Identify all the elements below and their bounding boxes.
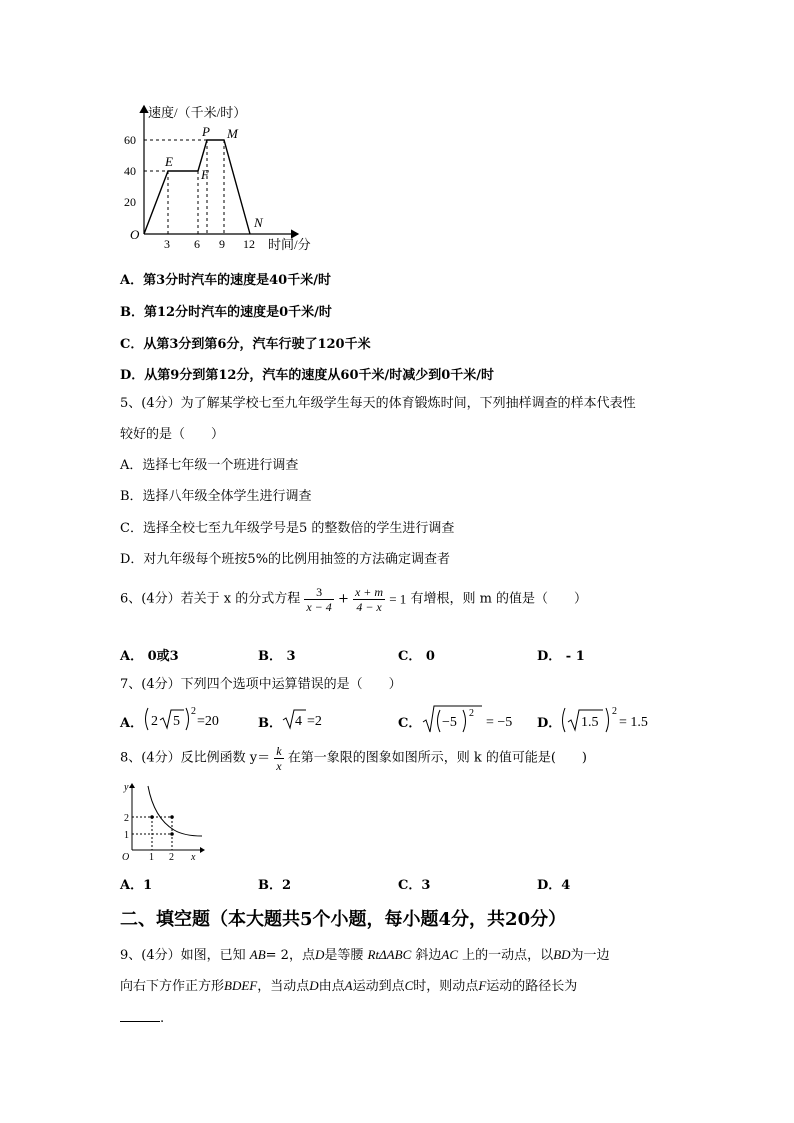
- x-tick-12: 12: [243, 237, 255, 251]
- q9-line1: 9、(4分）如图，已知 AB= 2，点D是等腰 RtΔABC 斜边AC 上的一动点，以BD为一边: [120, 947, 610, 963]
- q5-stem-line2: 较好的是（ ）: [120, 427, 225, 442]
- svg-text:2: 2: [191, 706, 196, 717]
- q7-option-a-label: A．: [120, 716, 144, 731]
- q7-option-c-label: C．: [398, 716, 422, 731]
- x-tick-9: 9: [219, 237, 225, 251]
- section-title: 二、填空题（本大题共5个小题，每小题4分，共20分）: [120, 909, 567, 930]
- q6-suffix: 有增根，则 m 的值是（ ）: [410, 591, 588, 607]
- point-M: M: [227, 126, 238, 141]
- svg-text:4: 4: [295, 714, 302, 729]
- svg-text:=20: =20: [197, 714, 219, 729]
- point-N: N: [254, 215, 263, 230]
- q6-option-c: C． 0: [398, 649, 435, 664]
- svg-text:= 1.5: = 1.5: [619, 715, 648, 730]
- point-P: P: [202, 124, 210, 139]
- q4-option-a: A．第3分时汽车的速度是40千米/时: [120, 273, 331, 288]
- q6-option-d: D． - 1: [537, 649, 585, 664]
- origin-label: O: [130, 227, 140, 242]
- svg-text:2: 2: [124, 813, 129, 824]
- q4-option-d: D．从第9分到第12分，汽车的速度从60千米/时减少到0千米/时: [120, 368, 495, 383]
- hyperbola-curve: [148, 786, 202, 836]
- q6-fraction-1: $\frac{3}{x - 4}$: [306, 585, 332, 614]
- q7-option-d-label: D．: [537, 716, 562, 731]
- q8-option-a: A．1: [120, 878, 153, 893]
- point-E: E: [165, 154, 173, 169]
- q6-prefix: 6、(4分）若关于 x 的分式方程: [120, 591, 301, 607]
- svg-text:1: 1: [124, 830, 129, 841]
- q5-option-b: B．选择八年级全体学生进行调查: [120, 489, 312, 504]
- svg-text:1.5: 1.5: [581, 715, 599, 730]
- svg-text:2: 2: [151, 714, 158, 729]
- y-tick-20: 20: [124, 195, 136, 209]
- svg-text:2: 2: [169, 852, 174, 863]
- speed-line: [144, 140, 250, 234]
- svg-text:2: 2: [612, 706, 617, 717]
- q5-option-a: A．选择七年级一个班进行调查: [120, 458, 299, 473]
- x-tick-6: 6: [194, 237, 200, 251]
- y-axis-label: 速度/（千米/时）: [148, 105, 247, 120]
- q7-option-d-expr: [559, 702, 669, 736]
- svg-text:=2: =2: [307, 714, 322, 729]
- svg-text:5: 5: [173, 714, 180, 729]
- q6-option-b: B． 3: [258, 649, 296, 664]
- svg-text:y: y: [124, 782, 129, 793]
- svg-text:2: 2: [469, 708, 474, 719]
- q4-option-c: C．从第3分到第6分，汽车行驶了120千米: [120, 337, 371, 352]
- q8-option-c: C．3: [398, 878, 431, 893]
- q7-option-b-expr: [280, 704, 340, 734]
- q7-option-b-label: B．: [258, 716, 282, 731]
- q4-option-b: B．第12分时汽车的速度是0千米/时: [120, 305, 332, 320]
- q5-stem-line1: 5、(4分）为了解某学校七至九年级学生每天的体育锻炼时间，下列抽样调查的样本代表性: [120, 396, 636, 411]
- speed-time-graph: [118, 98, 328, 256]
- q8-option-d: D．4: [537, 878, 571, 893]
- svg-text:−5: −5: [442, 715, 457, 730]
- q8-stem: 8、(4分）反比例函数 y＝ $\frac{k}{x}$ 在第一象限的图象如图所示，则 k 的值可能是( ): [120, 744, 587, 773]
- q9-answer-blank[interactable]: .: [120, 1009, 164, 1027]
- svg-text:O: O: [122, 852, 130, 863]
- svg-text:= −5: = −5: [486, 715, 513, 730]
- q6-fraction-2: $\frac{x + m}{4 - x}$: [354, 585, 384, 614]
- q9-line2: 向右下方作正方形BDEF，当动点D由点A运动到点C时，则动点F运动的路径长为: [120, 978, 578, 994]
- hyperbola-graph: [118, 780, 210, 864]
- x-axis-label: 时间/分: [268, 237, 311, 252]
- q8-option-b: B．2: [258, 878, 292, 893]
- y-tick-40: 40: [124, 164, 136, 178]
- q7-option-a-expr: [142, 704, 232, 734]
- q5-option-c: C．选择全校七至九年级学号是5 的整数倍的学生进行调查: [120, 521, 455, 536]
- x-tick-3: 3: [164, 237, 170, 251]
- q6-stem: 6、(4分）若关于 x 的分式方程 $\frac{3}{x - 4}$ + $\frac{x + m}{4 - x}$ = 1 有增根，则 m 的值是（ ）: [120, 585, 588, 614]
- svg-text:1: 1: [149, 852, 154, 863]
- q7-option-c-expr: [420, 702, 530, 736]
- q5-option-d: D．对九年级每个班按5%的比例用抽签的方法确定调查者: [120, 552, 451, 567]
- q7-stem: 7、(4分）下列四个选项中运算错误的是（ ）: [120, 677, 402, 692]
- svg-text:x: x: [191, 852, 196, 863]
- point-F: F: [201, 167, 209, 182]
- y-tick-60: 60: [124, 133, 136, 147]
- q6-option-a: A． 0或3: [120, 649, 179, 664]
- q8-fraction: $\frac{k}{x}$: [276, 744, 282, 773]
